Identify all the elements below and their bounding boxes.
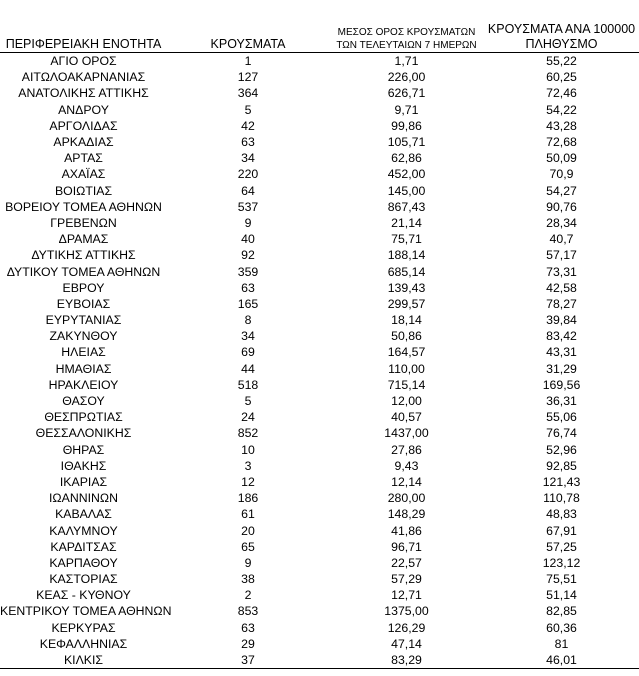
cell-cases: 69 [241, 345, 255, 360]
header-per100k-line1: ΚΡΟΥΣΜΑΤΑ ΑΝΑ 100000 [487, 22, 636, 36]
cell-per100k: 92,85 [546, 458, 577, 473]
cell-region: ΑΝΔΡΟΥ [58, 102, 109, 117]
cell-cases: 65 [241, 539, 255, 554]
table-row [0, 555, 639, 571]
cell-cases: 61 [241, 507, 255, 522]
cell-region: ΙΘΑΚΗΣ [60, 458, 107, 473]
cases-table [0, 22, 639, 669]
cell-per100k: 110,78 [543, 491, 580, 506]
cell-cases: 29 [241, 636, 255, 651]
cell-region: ΑΙΤΩΛΟΑΚΑΡΝΑΝΙΑΣ [21, 70, 146, 85]
cell-per100k: 73,31 [546, 264, 577, 279]
cell-region: ΚΙΛΚΙΣ [0, 652, 167, 669]
cell-per100k: 70,9 [549, 167, 574, 182]
cell-avg7: 50,86 [391, 329, 422, 344]
header-avg7-line2: ΤΩΝ ΤΕΛΕΥΤΑΙΩΝ 7 ΗΜΕΡΩΝ [336, 40, 477, 51]
header-per100k [484, 22, 639, 53]
cell-cases: 359 [237, 264, 259, 279]
table-row [0, 361, 639, 377]
cell-cases: 9 [244, 215, 252, 230]
cell-cases: 3 [244, 458, 252, 473]
table-row [0, 199, 639, 215]
table-row [0, 118, 639, 134]
cell-per100k: 48,83 [546, 507, 577, 522]
cell-region: ΚΑΣΤΟΡΙΑΣ [49, 572, 118, 587]
cell-region: ΘΑΣΟΥ [62, 394, 105, 409]
cell-region: ΗΛΕΙΑΣ [61, 345, 106, 360]
cell-cases: 853 [237, 604, 259, 619]
cell-per100k: 75,51 [546, 572, 577, 587]
cell-per100k: 72,46 [546, 86, 577, 101]
cell-cases: 8 [244, 313, 252, 328]
cell-avg7: 145,00 [387, 183, 426, 198]
cell-avg7: 57,29 [391, 572, 422, 587]
cell-cases: 10 [241, 442, 255, 457]
cell-cases: 165 [237, 296, 259, 311]
cell-per100k: 55,06 [546, 410, 577, 425]
cell-avg7: 41,86 [391, 523, 422, 538]
cell-cases: 1 [244, 54, 252, 69]
cell-per100k: 43,31 [546, 345, 577, 360]
cell-per100k: 83,42 [546, 329, 577, 344]
table-row [0, 231, 639, 247]
header-region: ΠΕΡΙΦΕΡΕΙΑΚΗ ΕΝΟΤΗΤΑ [0, 22, 167, 53]
table-row [0, 425, 639, 441]
table-row [0, 183, 639, 199]
cell-cases: 537 [237, 199, 259, 214]
table-row [0, 166, 639, 182]
cell-cases: 63 [241, 620, 255, 635]
cell-avg7: 22,57 [391, 555, 422, 570]
cell-cases: 12 [241, 474, 255, 489]
cell-avg7: 96,71 [391, 539, 422, 554]
cell-per100k: 54,27 [546, 183, 577, 198]
cell-cases: 37 [167, 652, 329, 669]
table-row [0, 69, 639, 85]
cell-avg7: 715,14 [387, 377, 426, 392]
cell-avg7: 867,43 [387, 199, 426, 214]
cell-cases: 44 [241, 361, 255, 376]
cell-region: ΘΕΣΣΑΛΟΝΙΚΗΣ [35, 426, 132, 441]
cell-avg7: 626,71 [387, 86, 426, 101]
cell-cases: 20 [241, 523, 255, 538]
cell-per100k: 46,01 [484, 652, 639, 669]
cell-cases: 9 [244, 555, 252, 570]
table-row [0, 458, 639, 474]
table-row [0, 636, 639, 652]
cell-region: ΘΗΡΑΣ [62, 442, 105, 457]
cell-avg7: 12,14 [391, 474, 422, 489]
cell-avg7: 9,71 [394, 102, 419, 117]
cell-per100k: 82,85 [546, 604, 577, 619]
cell-region: ΑΡΚΑΔΙΑΣ [53, 135, 114, 150]
cell-avg7: 299,57 [387, 296, 426, 311]
cell-region: ΗΡΑΚΛΕΙΟΥ [48, 377, 119, 392]
cell-avg7: 18,14 [391, 313, 422, 328]
header-avg7 [329, 22, 484, 53]
cell-region: ΒΟΙΩΤΙΑΣ [54, 183, 113, 198]
cell-region: ΕΥΡΥΤΑΝΙΑΣ [45, 313, 122, 328]
cell-per100k: 123,12 [542, 555, 581, 570]
cell-region: ΚΑΒΑΛΑΣ [55, 507, 112, 522]
cell-cases: 220 [237, 167, 259, 182]
table-row [0, 377, 639, 393]
cell-avg7: 164,57 [387, 345, 426, 360]
cell-per100k: 52,96 [546, 442, 577, 457]
cell-cases: 63 [241, 135, 255, 150]
cell-per100k: 76,74 [546, 426, 577, 441]
table-row [0, 539, 639, 555]
table-row [0, 620, 639, 636]
cell-per100k: 81 [554, 636, 569, 651]
table-row [0, 571, 639, 587]
cell-avg7: 12,71 [391, 588, 422, 603]
cell-region: ΑΝΑΤΟΛΙΚΗΣ ΑΤΤΙΚΗΣ [18, 86, 149, 101]
header-avg7-line1: ΜΕΣΟΣ ΟΡΟΣ ΚΡΟΥΣΜΑΤΩΝ [337, 27, 476, 38]
cell-per100k: 169,56 [542, 377, 581, 392]
cell-avg7: 139,43 [387, 280, 426, 295]
cell-per100k: 42,58 [546, 280, 577, 295]
cell-avg7: 83,29 [329, 652, 484, 669]
cell-per100k: 43,28 [546, 118, 577, 133]
cell-per100k: 57,17 [546, 248, 577, 263]
cell-region: ΙΚΑΡΙΑΣ [59, 474, 108, 489]
table-row [0, 312, 639, 328]
cell-avg7: 62,86 [391, 151, 422, 166]
cell-cases: 63 [241, 280, 255, 295]
table-row [0, 442, 639, 458]
table-row [0, 263, 639, 279]
table-row [0, 393, 639, 409]
cell-avg7: 12,00 [391, 394, 422, 409]
cell-per100k: 36,31 [546, 394, 577, 409]
cell-cases: 42 [241, 118, 255, 133]
cell-per100k: 57,25 [546, 539, 577, 554]
table-row [0, 296, 639, 312]
cell-per100k: 60,25 [546, 70, 577, 85]
cell-avg7: 27,86 [391, 442, 422, 457]
cell-per100k: 40,7 [549, 232, 574, 247]
cell-region: ΚΑΡΠΑΘΟΥ [49, 555, 118, 570]
cell-per100k: 121,43 [542, 474, 581, 489]
cell-avg7: 40,57 [391, 410, 422, 425]
cell-cases: 34 [241, 151, 255, 166]
cell-region: ΒΟΡΕΙΟΥ ΤΟΜΕΑ ΑΘΗΝΩΝ [5, 199, 162, 214]
cell-region: ΙΩΑΝΝΙΝΩΝ [49, 491, 118, 506]
cell-avg7: 75,71 [391, 232, 422, 247]
cell-region: ΑΡΓΟΛΙΔΑΣ [49, 118, 118, 133]
cell-cases: 5 [244, 394, 252, 409]
table-row [0, 134, 639, 150]
cell-region: ΚΕΑΣ - ΚΥΘΝΟΥ [36, 588, 131, 603]
cell-avg7: 188,14 [387, 248, 426, 263]
cell-avg7: 452,00 [387, 167, 426, 182]
cell-avg7: 148,29 [387, 507, 426, 522]
table-header [0, 22, 639, 53]
cell-region: ΔΥΤΙΚΗΣ ΑΤΤΙΚΗΣ [31, 248, 136, 263]
cell-per100k: 51,14 [546, 588, 577, 603]
cell-cases: 364 [237, 86, 259, 101]
cell-cases: 852 [237, 426, 259, 441]
table-row [0, 490, 639, 506]
cell-per100k: 72,68 [546, 135, 577, 150]
cell-per100k: 67,91 [546, 523, 577, 538]
cell-per100k: 28,34 [546, 215, 577, 230]
table-row [0, 85, 639, 101]
table-row [0, 474, 639, 490]
table-row [0, 53, 639, 70]
cell-region: ΑΓΙΟ ΟΡΟΣ [50, 54, 117, 69]
cell-cases: 186 [237, 491, 259, 506]
cell-region: ΓΡΕΒΕΝΩΝ [50, 215, 117, 230]
table-row [0, 215, 639, 231]
cell-per100k: 60,36 [546, 620, 577, 635]
table-row [0, 247, 639, 263]
cell-region: ΕΥΒΟΙΑΣ [56, 296, 111, 311]
cell-avg7: 126,29 [387, 620, 426, 635]
cell-region: ΑΡΤΑΣ [64, 151, 103, 166]
table-row [0, 409, 639, 425]
cell-per100k: 50,09 [546, 151, 577, 166]
cell-cases: 24 [241, 410, 255, 425]
cell-avg7: 280,00 [387, 491, 426, 506]
cell-region: ΕΒΡΟΥ [62, 280, 105, 295]
cell-per100k: 54,22 [546, 102, 577, 117]
cell-per100k: 31,29 [546, 361, 577, 376]
cell-avg7: 1,71 [394, 54, 419, 69]
table-body [0, 53, 639, 669]
cell-cases: 34 [241, 329, 255, 344]
cell-avg7: 1437,00 [384, 426, 429, 441]
table-row [0, 603, 639, 619]
cell-per100k: 39,84 [546, 313, 577, 328]
cell-region: ΖΑΚΥΝΘΟΥ [49, 329, 118, 344]
table-row [0, 280, 639, 296]
cell-avg7: 1375,00 [384, 604, 429, 619]
cell-region: ΚΕΦΑΛΛΗΝΙΑΣ [39, 636, 128, 651]
cell-cases: 64 [241, 183, 255, 198]
cell-region: ΚΑΡΔΙΤΣΑΣ [50, 539, 117, 554]
cell-avg7: 9,43 [394, 458, 419, 473]
cell-avg7: 47,14 [391, 636, 422, 651]
cell-region: ΘΕΣΠΡΩΤΙΑΣ [44, 410, 123, 425]
header-per100k-line2: ΠΛΗΘΥΣΜΟ [525, 37, 598, 51]
table-row [0, 506, 639, 522]
table-row [0, 587, 639, 603]
cell-cases: 518 [237, 377, 259, 392]
header-cases: ΚΡΟΥΣΜΑΤΑ [167, 22, 329, 53]
table-row [0, 328, 639, 344]
cell-cases: 38 [241, 572, 255, 587]
cell-cases: 2 [244, 588, 252, 603]
cell-avg7: 110,00 [388, 361, 425, 376]
cell-avg7: 105,71 [387, 135, 426, 150]
cell-region: ΔΡΑΜΑΣ [58, 232, 109, 247]
cell-region: ΔΥΤΙΚΟΥ ΤΟΜΕΑ ΑΘΗΝΩΝ [6, 264, 161, 279]
cell-region: ΚΑΛΥΜΝΟΥ [49, 523, 118, 538]
table-row [0, 522, 639, 538]
cell-region: ΗΜΑΘΙΑΣ [55, 361, 112, 376]
cell-avg7: 99,86 [391, 118, 422, 133]
cell-region: ΚΕΡΚΥΡΑΣ [51, 620, 116, 635]
cell-cases: 40 [241, 232, 255, 247]
cell-avg7: 685,14 [387, 264, 426, 279]
cell-region: ΑΧΑΪΑΣ [61, 167, 106, 182]
table-row [0, 652, 639, 669]
cell-cases: 127 [237, 70, 259, 85]
cell-avg7: 226,00 [387, 70, 426, 85]
table-row [0, 102, 639, 118]
cell-cases: 92 [241, 248, 255, 263]
cell-cases: 5 [244, 102, 252, 117]
cell-region: ΚΕΝΤΡΙΚΟΥ ΤΟΜΕΑ ΑΘΗΝΩΝ [0, 604, 172, 619]
cell-per100k: 55,22 [546, 54, 577, 69]
cell-per100k: 78,27 [546, 296, 577, 311]
table-row [0, 344, 639, 360]
cell-avg7: 21,14 [391, 215, 422, 230]
cell-per100k: 90,76 [546, 199, 577, 214]
table-row [0, 150, 639, 166]
header-row [0, 22, 639, 53]
